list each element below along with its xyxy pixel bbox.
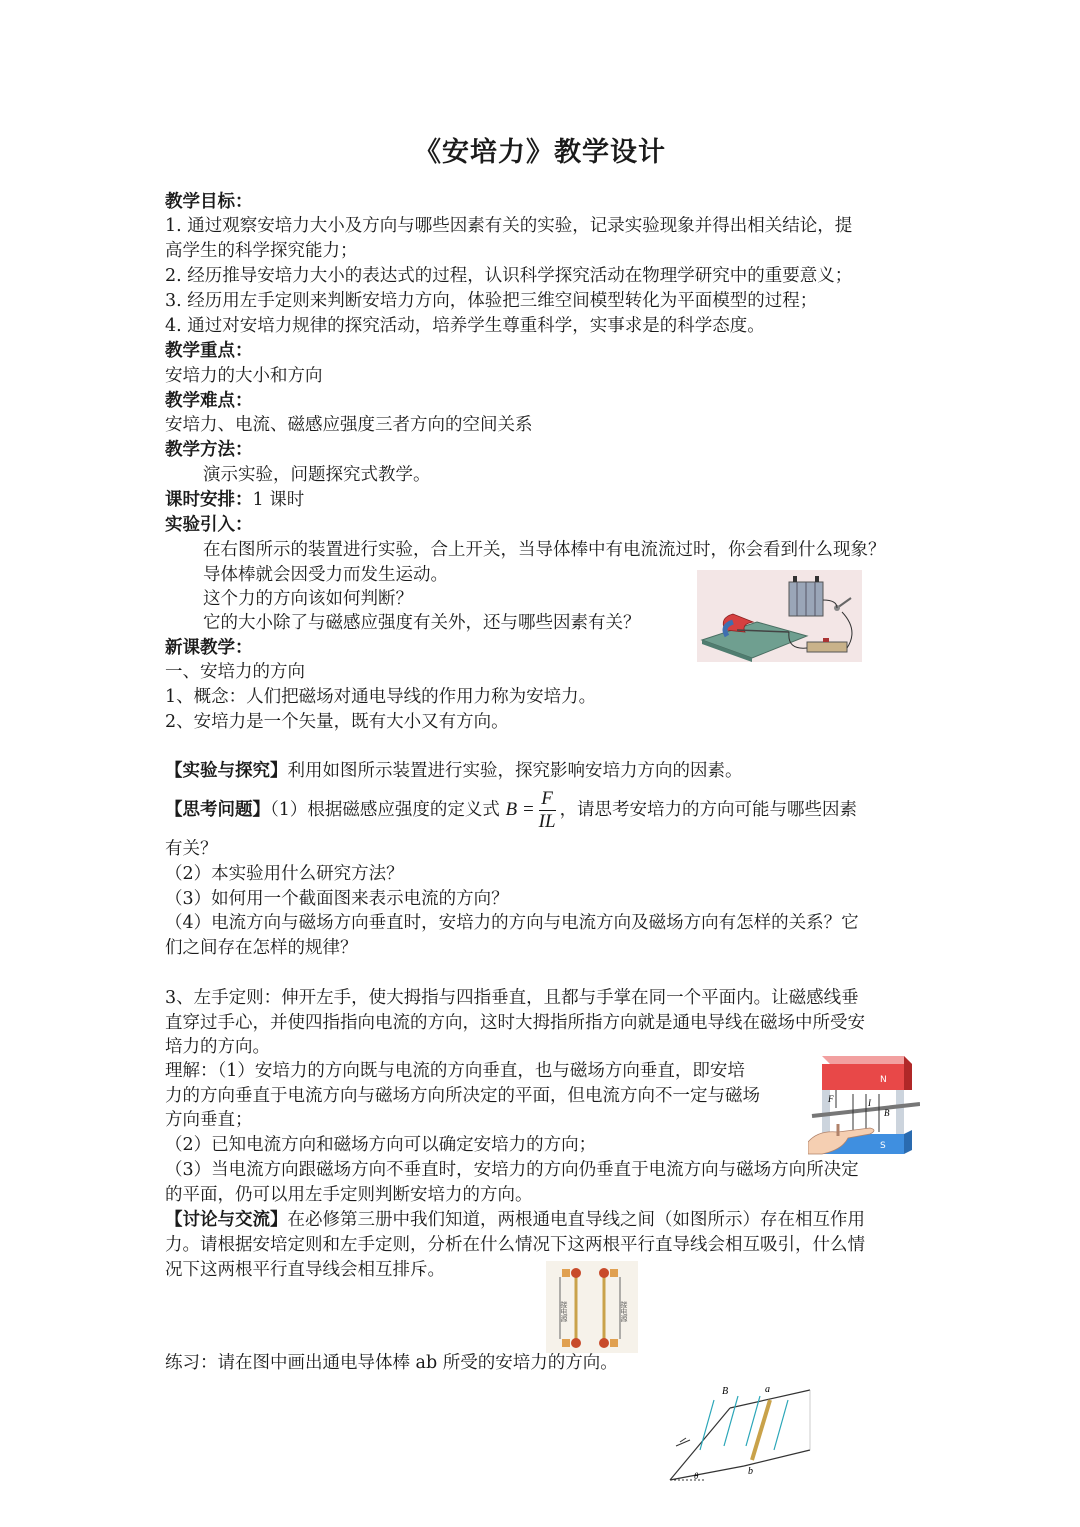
think-q3: （3）如何用一个截面图来表示电流的方向？ [165,889,509,909]
vector-text: 2、安培力是一个矢量，既有大小又有方向。 [165,712,509,732]
intro-line-3: 这个力的方向该如何判断？ [203,589,413,609]
formula-denominator: IL [538,811,556,832]
schedule-heading: 课时安排： [165,490,253,510]
incline-b2-label: b [748,1466,753,1477]
experiment-line [165,759,743,783]
think-line-1 [165,785,857,835]
difficulty-heading: 教学难点： [165,391,253,411]
incline-a-label: a [765,1384,770,1395]
wire-label-right: 接电源 [620,1301,628,1322]
magnet-s-label: S [880,1141,886,1151]
think-label: 【思考问题】 [165,800,270,820]
formula-lhs: B = [505,799,535,820]
newlesson-heading: 新课教学： [165,638,253,658]
experiment-label: 【实验与探究】 [165,761,288,781]
method-heading: 教学方法： [165,440,253,460]
discuss-label: 【讨论与交流】 [165,1210,288,1230]
lefthand-rule-1: 3、左手定则：伸开左手，使大拇指与四指垂直，且都与手掌在同一个平面内。让磁感线垂 [165,988,859,1008]
difficulty-text: 安培力、电流、磁感应强度三者方向的空间关系 [165,415,533,435]
exercise-text: 练习：请在图中画出通电导体棒 ab 所受的安培力的方向。 [165,1353,618,1373]
understand-3: 方向垂直； [165,1110,253,1130]
schedule-line [165,488,304,512]
think-q1c: 有关？ [165,839,218,859]
intro-line-1: 在右图所示的装置进行实验，合上开关，当导体棒中有电流流过时，你会看到什么现象？ [203,540,886,560]
think-q4: （4）电流方向与磁场方向垂直时，安培力的方向与电流方向及磁场方向有怎样的关系？它 [165,913,859,933]
concept-text: 1、概念：人们把磁场对通电导线的作用力称为安培力。 [165,687,597,707]
discuss-line-2: 力。请根据安培定则和左手定则，分析在什么情况下这两根平行直导线会相互吸引，什么情 [165,1235,865,1255]
objectives-heading: 教学目标： [165,192,253,212]
schedule-text: 1 课时 [252,490,305,510]
understand-2: 力的方向垂直于电流方向与磁场方向所决定的平面，但电流方向不一定与磁场 [165,1086,760,1106]
think-q4-cont: 们之间存在怎样的规律？ [165,938,358,958]
method-text: 演示实验，问题探究式教学。 [203,465,431,485]
objective-item-1-cont: 高学生的科学探究能力； [165,241,358,261]
discuss-line-1 [165,1208,865,1232]
lefthand-figure [808,1050,920,1158]
page-title: 《安培力》教学设计 [414,137,666,168]
lefthand-rule-2: 直穿过手心，并使四指指向电流的方向，这时大拇指所指方向就是通电导线在磁场中所受安 [165,1013,865,1033]
understand-4: （2）已知电流方向和磁场方向可以确定安培力的方向； [165,1135,597,1155]
think-q1a: （1）根据磁感应强度的定义式 [270,800,500,820]
incline-figure [660,1380,820,1485]
section-1-heading: 一、安培力的方向 [165,662,305,682]
discuss-text-1: 在必修第三册中我们知道，两根通电直导线之间（如图所示）存在相互作用 [287,1210,865,1230]
intro-line-4: 它的大小除了与磁感应强度有关外，还与哪些因素有关？ [203,613,641,633]
focus-text: 安培力的大小和方向 [165,366,323,386]
objective-item-1: 1. 通过观察安培力大小及方向与哪些因素有关的实验，记录实验现象并得出相关结论，提 [165,216,853,236]
objective-item-4: 4. 通过对安培力规律的探究活动，培养学生尊重科学，实事求是的科学态度。 [165,316,765,336]
intro-line-2: 导体棒就会因受力而发生运动。 [203,565,448,585]
think-q2: （2）本实验用什么研究方法？ [165,864,404,884]
wire-label-left: 接电源 [560,1301,568,1322]
understand-6: 的平面，仍可以用左手定则判断安培力的方向。 [165,1185,533,1205]
force-f-label: F [828,1094,834,1104]
apparatus-figure [697,570,862,662]
objective-item-2: 2. 经历推导安培力大小的表达式的过程，认识科学探究活动在物理学研究中的重要意义； [165,266,853,286]
current-i-label: I [868,1098,871,1108]
field-b-label: B [884,1108,890,1118]
think-q1b: ，请思考安培力的方向可能与哪些因素 [559,800,858,820]
formula-numerator: F [539,788,556,811]
formula-fraction [539,788,556,833]
understand-5: （3）当电流方向跟磁场方向不垂直时，安培力的方向仍垂直于电流方向与磁场方向所决定 [165,1160,859,1180]
experiment-text: 利用如图所示装置进行实验，探究影响安培力方向的因素。 [287,761,743,781]
focus-heading: 教学重点： [165,341,253,361]
intro-heading: 实验引入： [165,515,253,535]
objective-item-3: 3. 经历用左手定则来判断安培力方向，体验把三维空间模型转化为平面模型的过程； [165,291,818,311]
parallel-wires-figure [546,1261,638,1353]
magnet-n-label: N [880,1075,887,1085]
incline-b-label: B [722,1386,729,1397]
understand-1: 理解：（1）安培力的方向既与电流的方向垂直，也与磁场方向垂直，即安培 [165,1061,745,1081]
lefthand-rule-3: 培力的方向。 [165,1037,270,1057]
incline-theta-label: θ [694,1471,699,1481]
discuss-line-3: 况下这两根平行直导线会相互排斥。 [165,1260,445,1280]
